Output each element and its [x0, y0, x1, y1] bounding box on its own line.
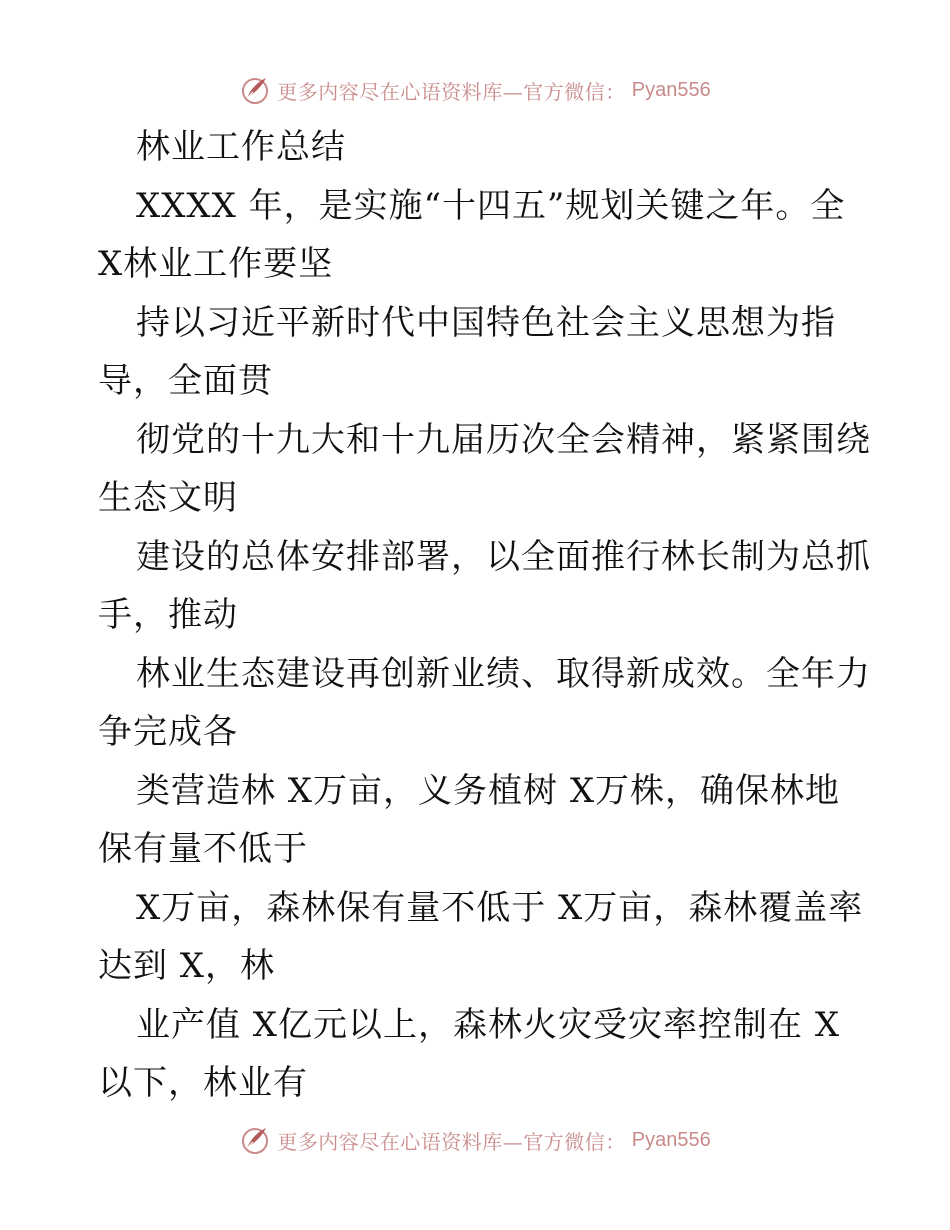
- watermark-handle: Pyan556: [631, 78, 711, 101]
- paragraph-line: 业产值 X亿元以上，森林火灾受灾率控制在 X: [136, 1004, 841, 1045]
- watermark-text: 更多内容尽在心语资料库—官方微信：: [277, 79, 626, 104]
- paragraph-line: 保有量不低于: [98, 829, 308, 869]
- paragraph-line: 彻党的十九大和十九届历次全会精神，紧紧围绕: [136, 419, 871, 460]
- document-body: [98, 118, 871, 1113]
- paragraph-line: X万亩，森林保有量不低于 X万亩，森林覆盖率: [136, 887, 864, 928]
- paragraph-line: 林业生态建设再创新业绩、取得新成效。全年力: [136, 653, 871, 694]
- quill-logo-icon: [239, 74, 271, 106]
- watermark-handle: Pyan556: [631, 1128, 711, 1151]
- quill-logo-icon: [239, 1124, 271, 1156]
- document-title: 林业工作总结: [136, 127, 346, 167]
- paragraph-line: 类营造林 X万亩，义务植树 X万株，确保林地: [136, 770, 841, 811]
- paragraph-line: 手，推动: [98, 595, 238, 635]
- paragraph-line: 持以习近平新时代中国特色社会主义思想为指: [136, 302, 836, 343]
- paragraph-line: 争完成各: [98, 712, 238, 752]
- paragraph-line: 建设的总体安排部署，以全面推行林长制为总抓: [136, 536, 871, 577]
- watermark-text: 更多内容尽在心语资料库—官方微信：: [277, 1129, 626, 1154]
- paragraph-line: X林业工作要坚: [98, 244, 334, 284]
- footer-watermark: [0, 1120, 950, 1160]
- paragraph-line: 生态文明: [98, 478, 238, 518]
- paragraph-line: 以下，林业有: [98, 1063, 308, 1103]
- paragraph-line: XXXX 年，是实施“十四五”规划关键之年。全: [136, 185, 846, 226]
- paragraph-line: 导，全面贯: [98, 361, 273, 401]
- header-watermark: [0, 70, 950, 110]
- paragraph-line: 达到 X，林: [98, 946, 276, 986]
